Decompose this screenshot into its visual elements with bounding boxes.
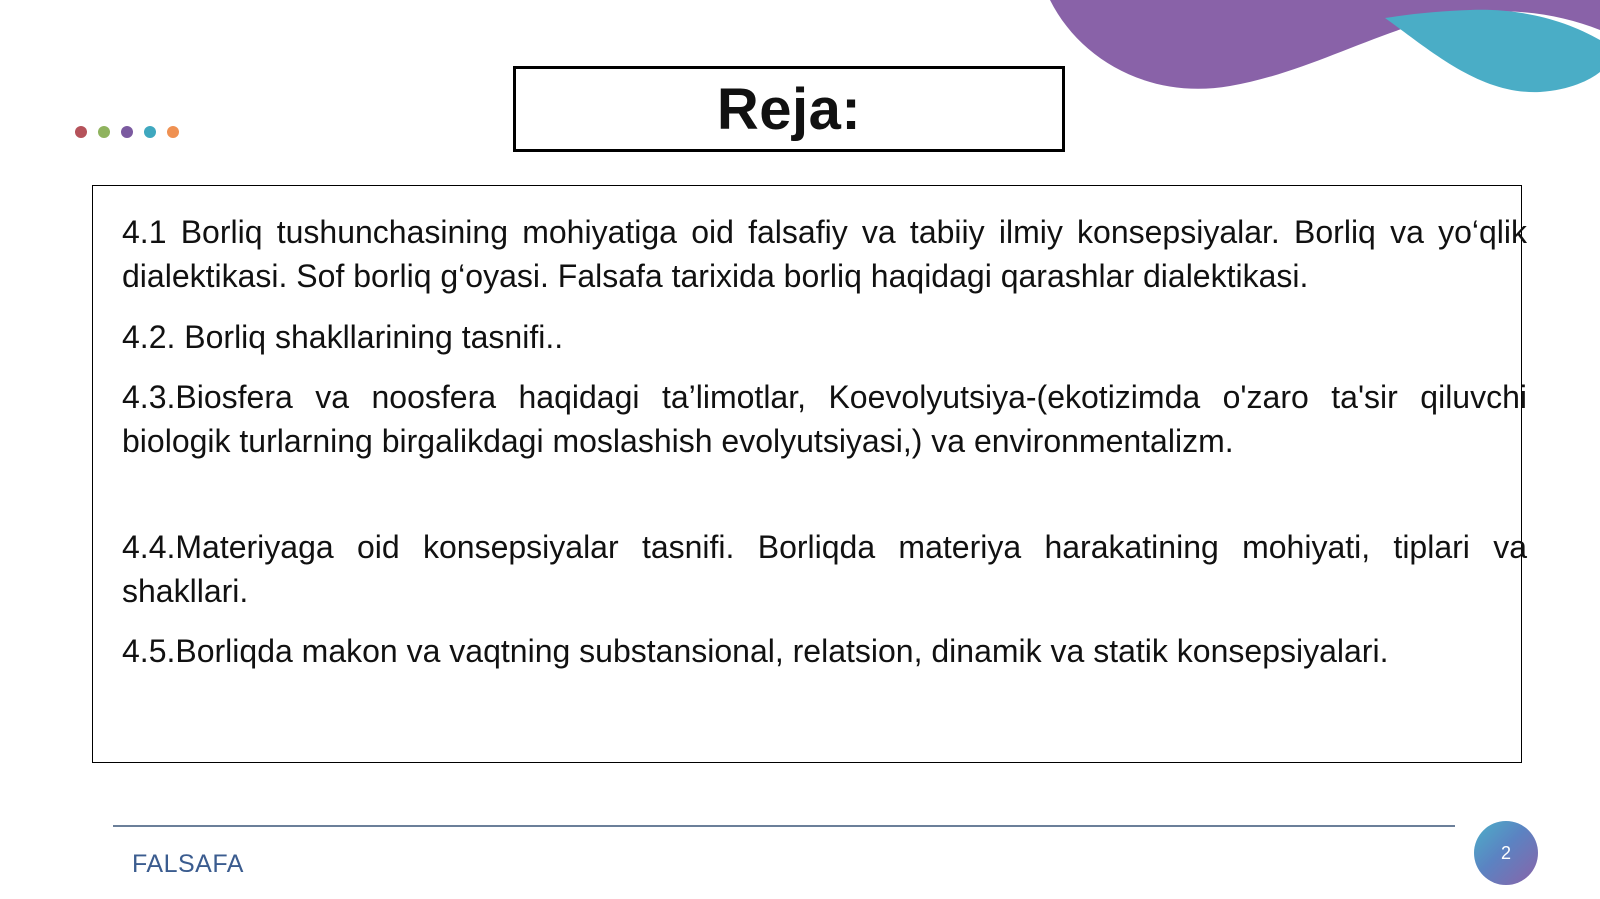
plan-item-4-3: 4.3.Biosfera va noosfera haqidagi ta’limotlar, Koevolyutsiya-(ekotizimda o'zaro ta'sir qiluvchi biologik turlarning birgalikdagi moslashish evolyutsiyasi,) va environmentalizm.: [122, 379, 1527, 459]
dot-orange: [167, 126, 179, 138]
dot-purple: [121, 126, 133, 138]
plan-item-4-4: 4.4.Materiyaga oid konsepsiyalar tasnifi. Borliqda materiya harakatining mohiyati, tiplari va shakllari.: [122, 529, 1527, 609]
page-number-badge: 2: [1474, 821, 1538, 885]
dot-teal: [144, 126, 156, 138]
plan-list: [122, 210, 1527, 673]
footer-label: FALSAFA: [132, 850, 244, 878]
dot-green: [98, 126, 110, 138]
title-box: [513, 66, 1065, 152]
decorative-wave: [1000, 0, 1600, 110]
plan-item-4-1: 4.1 Borliq tushunchasining mohiyatiga oid falsafiy va tabiiy ilmiy konsepsiyalar. Borliq va yo‘qlik dialektikasi. Sof borliq g‘oyasi. Falsafa tarixida borliq haqidagi qarashlar dialektikasi.: [122, 214, 1527, 294]
footer-divider: [113, 825, 1455, 827]
plan-item-4-2: 4.2. Borliq shakllarining tasnifi..: [122, 319, 564, 355]
slide-title: Reja:: [716, 76, 862, 142]
decorative-dots: [75, 126, 179, 138]
plan-item-4-5: 4.5.Borliqda makon va vaqtning substansional, relatsion, dinamik va statik konsepsiyalari.: [122, 633, 1389, 669]
dot-red: [75, 126, 87, 138]
